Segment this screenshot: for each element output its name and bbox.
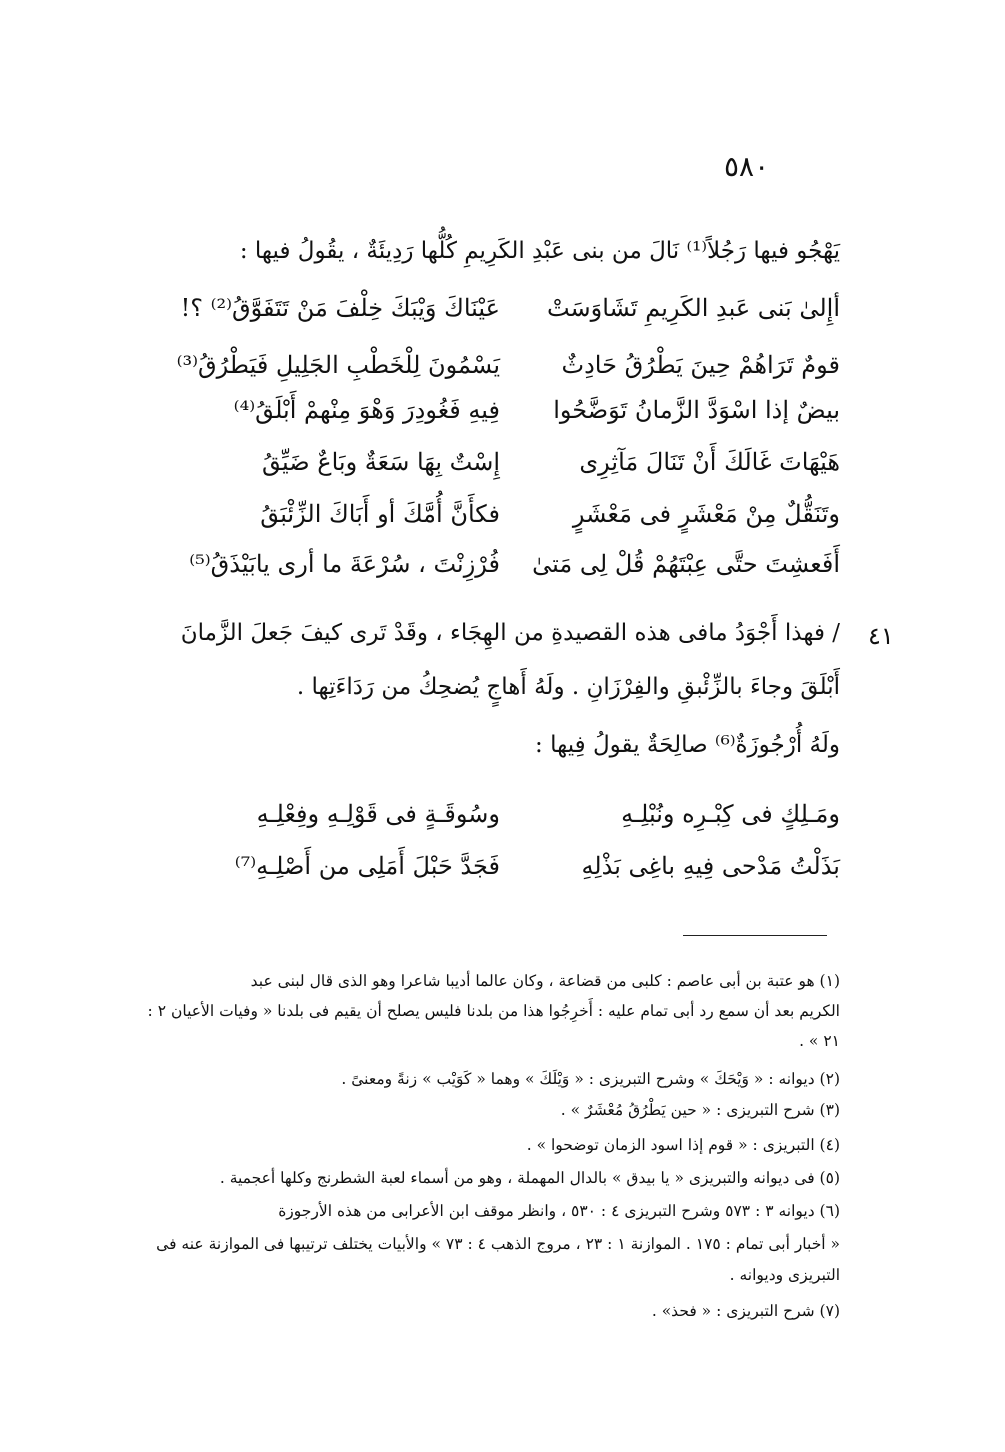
footnote-divider <box>683 935 827 936</box>
hemistich-first: ومَـلِكٍ فى كِبْـرِه ونُبْلِـهِ <box>621 800 840 828</box>
footnote-line: (٧) شرح التبريزى : « فحذ» . <box>651 1302 840 1320</box>
hemistich-first: أَفَعشِتَ حتَّى عِبْتَهُمْ قُلْ لِى مَتىٰ <box>532 550 840 578</box>
commentary-line: أَبْلَقَ وجاءَ بالزِّئْبقِ والفِرْزَانِ . ولَهُ أَهاجٍ يُضحِكُ من رَدَاءَتِها . <box>296 674 840 700</box>
footnote-line: ٢١ » . <box>799 1032 840 1050</box>
urjuza-intro: ولَهُ أُرْجُوزَةٌ⁽⁶⁾ صالِحَةٌ يقولُ فِيها : <box>535 732 840 758</box>
poem2-verse <box>140 800 840 844</box>
hemistich-second: يَسْمُونَ لِلْخَطْبِ الجَلِيلِ فَيَطْرُقُ⁽³⁾ <box>176 351 500 379</box>
footnote-line: الكريم بعد أن سمع رد أبى تمام عليه : أَخرِجُوا هذا من بلدنا فليس يصلح أن يقيم فى بلدنا « وفيات الأعيان ٢ : <box>147 1002 840 1020</box>
hemistich-second: إِسْتٌ بِهَا سَعَةٌ وبَاعٌ ضَيِّقُ <box>261 448 500 476</box>
hemistich-second: فَجَدَّ حَبْلَ أَمَلِى من أَصْلِـهِ⁽⁷⁾ <box>234 852 500 880</box>
margin-number: ٤١ <box>868 622 894 650</box>
hemistich-first: بيضٌ إذا اسْوَدَّ الزَّمانُ تَوَضَّحُوا <box>553 396 840 424</box>
poem1-verse <box>140 500 840 544</box>
poem1-verse <box>140 294 840 338</box>
hemistich-first: بَذَلْتُ مَدْحى فِيهِ باغِى بَذْلِهِ <box>581 852 840 880</box>
hemistich-first: هَيْهَاتَ غَالَكَ أَنْ تَنَالَ مَآثِرِى <box>579 448 840 476</box>
footnote-line: « أخبار أبى تمام : ١٧٥ . الموازنة ١ : ٢٣ ، مروج الذهب ٤ : ٧٣ » والأبيات يختلف ترتيبها فى الموازنة عنه فى <box>156 1235 840 1253</box>
footnote-line: (٣) شرح التبريزى : « حين يَطْرُقُ مُعْشَرٌ » . <box>560 1101 840 1119</box>
footnote-line: (٦) ديوانه ٣ : ٥٧٣ وشرح التبريزى ٤ : ٥٣٠ ، وانظر موقف ابن الأعرابى من هذه الأرجوزة <box>278 1202 840 1220</box>
footnote-line: (٥) فى ديوانه والتبريزى « يا بيدق » بالدال المهملة ، وهو من أسماء لعبة الشطرنج وكلها أعجمية . <box>219 1169 840 1187</box>
footnote-line: (٤) التبريزى : « قوم إذا اسود الزمان توضحوا » . <box>526 1136 840 1154</box>
hemistich-first: قومٌ تَرَاهُمْ حِينَ يَطْرُقُ حَادِثٌ <box>561 351 840 379</box>
hemistich-second: فكأَنَّ أُمَّكَ أو أَبَاكَ الزِّئْبَقُ <box>260 500 500 528</box>
hemistich-second: فِيهِ فَغُودِرَ وَهْوَ مِنْهمْ أَبْلَقُ⁽⁴⁾ <box>233 396 500 424</box>
hemistich-second: فُرْزِنْتَ ، سُرْعَةَ ما أرى يابَيْذَقُ⁽⁵⁾ <box>189 550 500 578</box>
footnote-line: (٢) ديوانه : « وَيْحَكَ » وشرح التبريزى : « وَيْلَكَ » وهما « كَوَيْب » زنةً ومعنىً . <box>341 1070 840 1088</box>
hemistich-first: أإِلىٰ بَنى عَبدِ الكَرِيمِ تَشَاوَسَتْ <box>546 294 840 322</box>
hemistich-second: وسُوقَـةٍ فى قَوْلِـهِ وفِعْلِـهِ <box>256 800 500 828</box>
page-number: ٥٨٠ <box>724 150 770 183</box>
intro-line: يَهْجُو فيها رَجُلاً⁽¹⁾ نَالَ من بنى عَبْدِ الكَرِيمِ كُلُّها رَدِيئَةٌ ، يقُولُ فيها : <box>239 238 840 264</box>
hemistich-second: عَيْنَاكَ وَيْبَكَ خِلْفَ مَنْ تَتَفَوَّقُ⁽²⁾ ؟! <box>180 294 500 322</box>
hemistich-first: وتَنَقُّلٌ مِنْ مَعْشَرٍ فى مَعْشَرٍ <box>572 500 840 528</box>
poem1-verse <box>140 448 840 492</box>
poem2-verse <box>140 852 840 896</box>
poem1-verse <box>140 550 840 594</box>
poem1-verse <box>140 396 840 440</box>
poem1-verse <box>140 351 840 395</box>
footnote-line: (١) هو عتبة بن أبى عاصم : كلبى من قضاعة ، وكان عالما أديبا شاعرا وهو الذى قال لبنى عبد <box>250 972 840 990</box>
footnote-line: التبريزى وديوانه . <box>729 1266 840 1284</box>
commentary-line: / فهذا أَجْوَدُ مافى هذه القصيدةِ من الهِجَاء ، وقَدْ تَرى كيفَ جَعلَ الزَّمانَ <box>180 620 840 646</box>
